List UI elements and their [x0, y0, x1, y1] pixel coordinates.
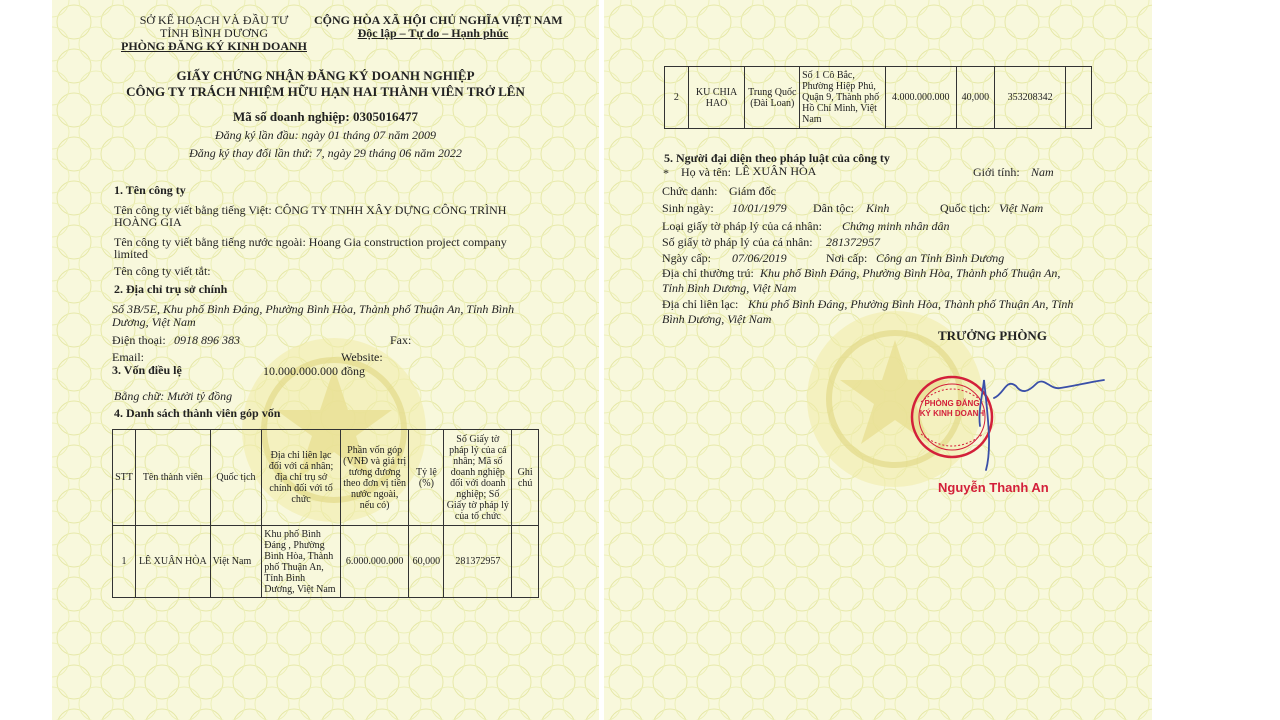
row-nationality: Trung Quốc (Đài Loan)	[745, 67, 800, 129]
charter-capital-in-words: Bằng chữ: Mười tỷ đồng	[114, 389, 233, 403]
contact-address-value: Khu phố Bình Đáng, Phường Bình Hòa, Thành phố Thuận An, Tỉnh	[748, 297, 1074, 311]
fax-label: Fax:	[390, 333, 412, 347]
section-4-heading: 4. Danh sách thành viên góp vốn	[114, 406, 281, 420]
row-document-number: 353208342	[995, 67, 1066, 129]
row-note	[1066, 67, 1092, 129]
date-of-birth-value: 10/01/1979	[732, 201, 787, 215]
head-office-address-cont: Dương, Việt Nam	[112, 315, 196, 329]
ethnicity-value: Kinh	[866, 201, 890, 215]
row-address: Số 1 Cô Bắc, Phường Hiệp Phú, Quận 9, Thành phố Hồ Chí Minh, Việt Nam	[800, 67, 886, 129]
header-nationality: Quốc tịch	[210, 430, 262, 526]
ethnicity-label: Dân tộc:	[813, 201, 854, 215]
first-registration-date: Đăng ký lần đầu: ngày 01 tháng 07 năm 2009	[215, 128, 436, 142]
signer-name: Nguyễn Thanh An	[938, 480, 1049, 495]
certificate-page-2	[604, 0, 1152, 720]
agency-line-3: PHÒNG ĐĂNG KÝ KINH DOANH	[121, 39, 307, 53]
header-stt: STT	[113, 430, 136, 526]
email-label: Email:	[112, 350, 144, 364]
nationality-label: Quốc tịch:	[940, 201, 991, 215]
phone-label: Điện thoại:	[112, 333, 166, 347]
foreign-company-name-cont: limited	[114, 247, 148, 261]
head-of-office-title: TRƯỞNG PHÒNG	[938, 328, 1047, 343]
row-member-name: KU CHIA HAO	[688, 67, 745, 129]
row-member-name: LÊ XUÂN HÒA	[135, 526, 210, 598]
permanent-address-value-cont: Tỉnh Bình Dương, Việt Nam	[662, 281, 797, 295]
id-document-type-value: Chứng minh nhân dân	[842, 219, 950, 233]
section-1-heading: 1. Tên công ty	[114, 183, 186, 197]
section-2-heading: 2. Địa chỉ trụ sở chính	[114, 282, 228, 296]
representative-name-label: Họ và tên:	[681, 165, 731, 179]
vietnamese-company-name: Tên công ty viết bằng tiếng Việt: CÔNG TY TNHH XÂY DỰNG CÔNG TRÌNH	[114, 203, 507, 217]
row-note	[512, 526, 539, 598]
row-stt: 2	[665, 67, 689, 129]
header-note: Ghi chú	[512, 430, 539, 526]
gender-label: Giới tính:	[973, 165, 1020, 179]
short-company-name: Tên công ty viết tắt:	[114, 264, 211, 278]
phone-value: 0918 896 383	[174, 333, 240, 347]
table-header-row	[113, 430, 539, 526]
vietnamese-company-name-cont: HOÀNG GIA	[114, 215, 182, 229]
row-ratio: 60,000	[409, 526, 444, 598]
header-document-number: Số Giấy tờ pháp lý của cá nhân; Mã số doanh nghiệp đối với doanh nghiệp; Số Giấy tờ pháp lý của tổ chức	[444, 430, 512, 526]
issue-place-label: Nơi cấp:	[826, 251, 868, 265]
section-5-heading: 5. Người đại diện theo pháp luật của công ty	[664, 151, 890, 165]
header-member-name: Tên thành viên	[135, 430, 210, 526]
charter-capital-value: 10.000.000.000 đồng	[263, 364, 365, 378]
section-3-heading: 3. Vốn điều lệ	[112, 363, 182, 377]
issue-date-value: 07/06/2019	[732, 251, 787, 265]
bullet-mark: *	[663, 166, 669, 180]
representative-name-value: LÊ XUÂN HÒA	[735, 164, 817, 178]
change-registration-date: Đăng ký thay đổi lần thứ: 7, ngày 29 tháng 06 năm 2022	[189, 146, 462, 160]
row-document-number: 281372957	[444, 526, 512, 598]
members-table	[112, 429, 539, 598]
row-capital: 4.000.000.000	[885, 67, 956, 129]
enterprise-code: Mã số doanh nghiệp: 0305016477	[233, 109, 418, 124]
row-ratio: 40,000	[956, 67, 994, 129]
position-value: Giám đốc	[729, 184, 776, 198]
row-nationality: Việt Nam	[210, 526, 262, 598]
members-table-continued	[664, 66, 1092, 129]
head-office-address: Số 3B/5E, Khu phố Bình Đáng, Phường Bình Hòa, Thành phố Thuận An, Tỉnh Bình	[112, 302, 515, 316]
header-capital: Phần vốn góp (VNĐ và giá trị tương đương theo đơn vị tiền nước ngoài, nếu có)	[340, 430, 409, 526]
table-row	[113, 526, 539, 598]
gender-value: Nam	[1031, 165, 1054, 179]
permanent-address-value: Khu phố Bình Đáng, Phường Bình Hòa, Thành phố Thuận An,	[760, 266, 1061, 280]
id-document-number-value: 281372957	[826, 235, 880, 249]
company-type-title: CÔNG TY TRÁCH NHIỆM HỮU HẠN HAI THÀNH VIÊN TRỞ LÊN	[126, 84, 525, 99]
certificate-title: GIẤY CHỨNG NHẬN ĐĂNG KÝ DOANH NGHIỆP	[176, 68, 475, 83]
country-name: CỘNG HÒA XÃ HỘI CHỦ NGHĨA VIỆT NAM	[314, 13, 563, 27]
agency-line-2: TỈNH BÌNH DƯƠNG	[160, 26, 268, 40]
row-stt: 1	[113, 526, 136, 598]
nationality-value: Việt Nam	[999, 201, 1044, 215]
position-label: Chức danh:	[662, 184, 718, 198]
header-address: Địa chỉ liên lạc đối với cá nhân; địa chỉ trụ sở chính đối với tổ chức	[262, 430, 341, 526]
contact-address-label: Địa chỉ liên lạc:	[662, 297, 739, 311]
stamp-text: PHÒNG ĐĂNG KÝ KINH DOANH	[919, 399, 985, 418]
handwritten-signature	[934, 368, 1114, 478]
issue-date-label: Ngày cấp:	[662, 251, 711, 265]
permanent-address-label: Địa chỉ thường trú:	[662, 266, 754, 280]
certificate-page-1	[52, 0, 599, 720]
header-ratio: Tỷ lệ (%)	[409, 430, 444, 526]
table-row	[665, 67, 1092, 129]
row-address: Khu phố Bình Đáng , Phường Bình Hòa, Thành phố Thuận An, Tỉnh Bình Dương, Việt Nam	[262, 526, 341, 598]
id-document-number-label: Số giấy tờ pháp lý của cá nhân:	[662, 235, 813, 249]
national-motto: Độc lập – Tự do – Hạnh phúc	[357, 26, 509, 40]
foreign-company-name: Tên công ty viết bằng tiếng nước ngoài: Hoang Gia construction project company	[114, 235, 507, 249]
contact-address-value-cont: Bình Dương, Việt Nam	[662, 312, 772, 326]
website-label: Website:	[341, 350, 383, 364]
date-of-birth-label: Sinh ngày:	[662, 201, 714, 215]
row-capital: 6.000.000.000	[340, 526, 409, 598]
id-document-type-label: Loại giấy tờ pháp lý của cá nhân:	[662, 219, 822, 233]
issue-place-value: Công an Tỉnh Bình Dương	[876, 251, 1005, 265]
agency-line-1: SỞ KẾ HOẠCH VÀ ĐẦU TƯ	[139, 13, 289, 27]
